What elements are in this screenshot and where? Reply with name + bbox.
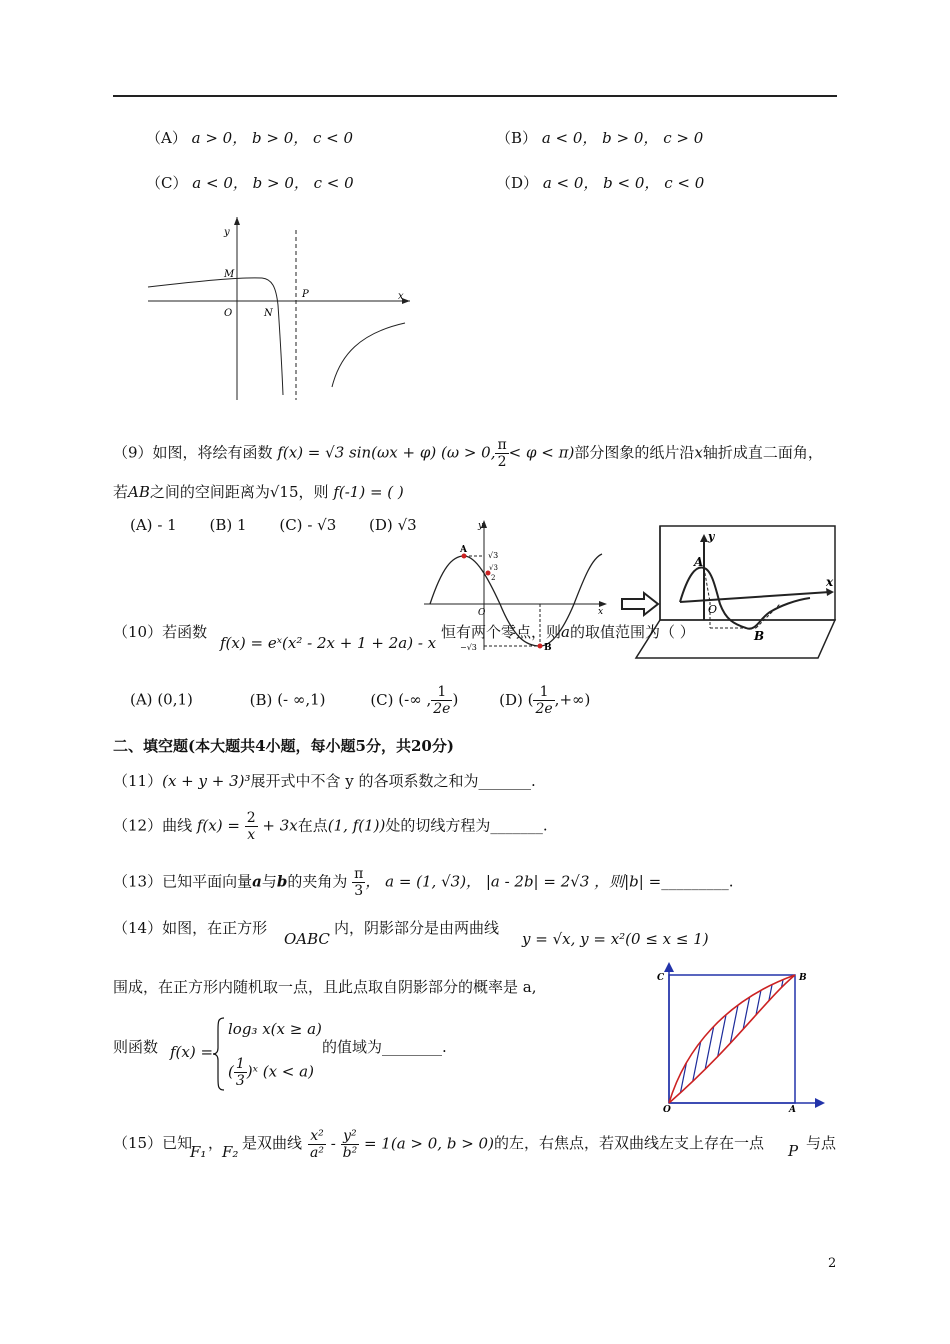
q8-p-label: P — [302, 289, 309, 300]
q8-m-label: M — [224, 269, 235, 280]
q9-options: (A) - 1 (B) 1 (C) - √3 (D) √3 — [130, 516, 417, 534]
q9-neg-root3: −√3 — [460, 643, 477, 652]
q14-line1b: 内，阴影部分是由两曲线 — [334, 919, 500, 937]
q14-line1a: （14）如图，在正方形 — [113, 919, 268, 937]
fold-b-label: B — [754, 629, 765, 643]
q8-option-d: （D） a < 0， b < 0， c < 0 — [496, 174, 705, 192]
fold-x-label: x — [826, 575, 834, 589]
q8-y-label: y — [224, 227, 230, 238]
fold-a-label: A — [694, 555, 704, 569]
q14-line3a: 则函数 — [113, 1038, 159, 1056]
q15-prefix: （15）已知 — [113, 1134, 193, 1152]
q9-root3-half-den: 2 — [491, 574, 496, 582]
q15-text-c: 的左，右焦点，若双曲线左支上存在一点 — [494, 1134, 765, 1152]
q9-line2: 若AB之间的空间距离为√15，则 f(-1) = ( ) — [113, 483, 404, 501]
q14-line2: 围成，在正方形内随机取一点，且此点取自阴影部分的概率是 a, — [113, 978, 537, 996]
q10-suffix: 恒有两个零点，则a的取值范围为（ ） — [441, 623, 695, 641]
q14-c-label: C — [657, 973, 665, 983]
q9-root3-half-num: √3 — [489, 564, 498, 572]
q14-square-graph — [655, 960, 830, 1115]
q14-o-label: O — [663, 1105, 671, 1115]
q9-b-point: B — [544, 643, 552, 653]
q8-option-a: （A） a > 0， b > 0， c < 0 — [146, 129, 354, 147]
q8-o-label: O — [224, 308, 233, 319]
q15-hyperbola: $\frac{\text{x²}}{\text{a²}}$ - $\frac{\text{y²}}{\text{b²}}$ = 1(a > 0, b > 0) — [310, 1128, 494, 1161]
q9-y-label: y — [478, 521, 484, 531]
q15-p: P — [788, 1142, 799, 1160]
q15-comma: ， — [208, 1134, 224, 1152]
fold-y-label: y — [708, 530, 715, 543]
section2-title: 二、填空题(本大题共4小题，每小题5分，共20分) — [113, 737, 454, 755]
q9-a-point: A — [460, 545, 467, 555]
q14-a-label: A — [789, 1105, 796, 1115]
q14-square-name: OABC — [284, 930, 330, 948]
q8-option-b: （B） a < 0， b > 0， c > 0 — [496, 129, 704, 147]
q13: （13）已知平面向量a与b的夹角为 $\frac{\pi}{3}$ ， a = (1, √3)， |a - 2b| = 2√3 ，则|b| =_________. — [113, 866, 734, 899]
q10-options: (A) (0,1) (B) (- ∞,1) (C) (-∞ , $\frac{1}{2e}$ ) (D) ( $\frac{1}{2e}$ ,+∞) — [130, 684, 591, 717]
page-number: 2 — [828, 1256, 837, 1271]
q15-f2: F₂ — [222, 1143, 239, 1161]
q14-curves: y = √x, y = x²(0 ≤ x ≤ 1) — [522, 930, 709, 948]
q10-formula: f(x) = eˣ(x² - 2x + 1 + 2a) - x — [220, 634, 437, 652]
q8-x-label: x — [398, 291, 404, 302]
q9-x-label: x — [598, 607, 604, 617]
q15-text-b: 是双曲线 — [242, 1134, 303, 1152]
q10-prefix: （10）若函数 — [113, 623, 208, 641]
fold-o-label: O — [708, 603, 718, 616]
q9-root3: √3 — [488, 551, 499, 560]
q12: （12）曲线 f(x) = $\frac{2}{x}$ + 3x在点(1, f(1))处的切线方程为_______. — [113, 810, 548, 843]
q11: （11）(x + y + 3)³展开式中不含 y 的各项系数之和为_______. — [113, 772, 536, 790]
q8-graph — [140, 215, 420, 405]
q9-line1: （9）如图，将绘有函数 f(x) = √3 sin(ωx + φ) (ω > 0, $\frac{\pi}{2}$ < φ < π)部分图象的纸片沿x轴折成直二面角， — [113, 437, 823, 470]
q14-case1: log₃ x(x ≥ a) — [228, 1020, 322, 1038]
q8-n-label: N — [264, 308, 273, 319]
q8-option-c: （C） a < 0， b > 0， c < 0 — [146, 174, 354, 192]
q15-f1: F₁ — [190, 1143, 207, 1161]
top-rule — [113, 95, 837, 97]
q14-b-label: B — [799, 973, 807, 983]
q14-brace — [212, 1016, 226, 1092]
q14-line3b: 的值域为________. — [322, 1038, 447, 1056]
q14-case2: ( $\frac{1}{3}$ )ˣ (x < a) — [228, 1056, 314, 1089]
q9-o-label: O — [478, 608, 486, 618]
q14-fx: f(x) = — [170, 1043, 214, 1061]
q15-text-d: 与点 — [806, 1134, 837, 1152]
